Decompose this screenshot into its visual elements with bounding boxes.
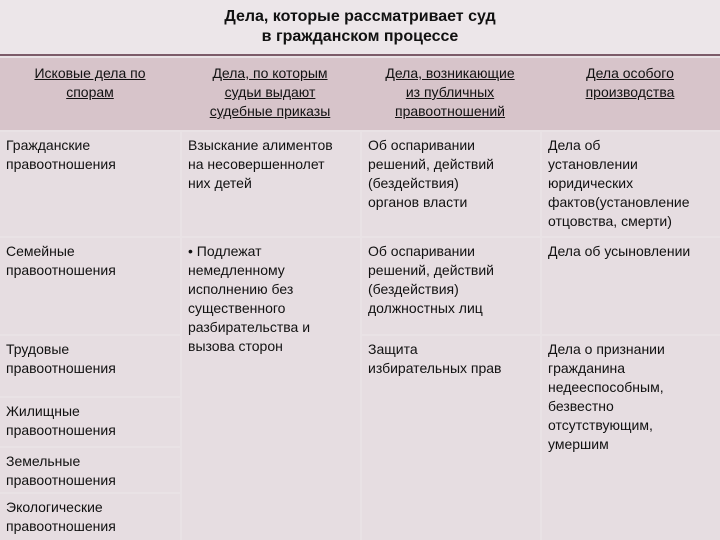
- cell-text: правоотношения: [6, 156, 116, 172]
- cell-text: Дела об: [548, 137, 601, 153]
- cell-text: отцовства, смерти): [548, 213, 672, 229]
- cell-text: Об оспаривании: [368, 243, 475, 259]
- title-line-1: Дела, которые рассматривает суд: [224, 8, 496, 25]
- cell-text: недееспособным,: [548, 379, 664, 395]
- cell-text: юридических: [548, 175, 634, 191]
- cell-labor-relations: [0, 336, 180, 396]
- cell-land-relations: [0, 448, 180, 492]
- cell-legal-facts: [542, 132, 720, 236]
- cell-authorities-challenge: [362, 132, 540, 236]
- cell-officials-challenge: [362, 238, 540, 334]
- cell-text: отсутствующим,: [548, 417, 653, 433]
- cell-text: (бездействия): [368, 281, 459, 297]
- cell-text: Защита: [368, 341, 418, 357]
- header-text: Дела особого: [586, 65, 674, 81]
- header-text: спорам: [66, 84, 114, 100]
- cell-civil-relations: [0, 132, 180, 236]
- cell-adoption: [542, 238, 720, 334]
- cell-text: установлении: [548, 156, 638, 172]
- cell-text: Об оспаривании: [368, 137, 475, 153]
- header-public-law-cases: [360, 58, 540, 130]
- cell-text: Земельные: [6, 453, 81, 469]
- cell-text: гражданина: [548, 360, 626, 376]
- slide-title: [0, 0, 720, 56]
- header-text: производства: [585, 84, 675, 100]
- cell-text: органов власти: [368, 194, 468, 210]
- header-court-order-cases: [180, 58, 360, 130]
- cell-text: правоотношения: [6, 518, 116, 534]
- cell-text: решений, действий: [368, 262, 495, 278]
- cell-text: Гражданские: [6, 137, 91, 153]
- cell-text: Дела об усыновлении: [548, 243, 691, 259]
- cell-text: Экологические: [6, 499, 103, 515]
- header-text: правоотношений: [394, 103, 506, 119]
- cell-text: вызова сторон: [188, 338, 283, 354]
- cell-alimony: [182, 132, 360, 236]
- cell-text: немедленному: [188, 262, 285, 278]
- cell-text: должностных лиц: [368, 300, 483, 316]
- cell-incapacity: [542, 336, 720, 540]
- cell-text: существенного: [188, 300, 286, 316]
- cell-text: избирательных прав: [368, 360, 502, 376]
- cell-text: Трудовые: [6, 341, 70, 357]
- cell-text: Семейные: [6, 243, 75, 259]
- header-text: судьи выдают: [224, 84, 316, 100]
- title-line-2: в гражданском процессе: [261, 28, 459, 45]
- cell-text: правоотношения: [6, 360, 116, 376]
- header-text: из публичных: [405, 84, 495, 100]
- cell-text: • Подлежат: [188, 243, 262, 259]
- header-special-proceedings: [540, 58, 720, 130]
- header-text: Дела, по которым: [212, 65, 328, 81]
- cell-text: безвестно: [548, 398, 614, 414]
- header-text: судебные приказы: [209, 103, 331, 119]
- cell-text: Жилищные: [6, 403, 80, 419]
- cell-ecological-relations: [0, 494, 180, 540]
- cell-family-relations: [0, 238, 180, 334]
- cell-electoral-rights: [362, 336, 540, 540]
- cell-text: правоотношения: [6, 422, 116, 438]
- header-text: Дела, возникающие: [385, 65, 515, 81]
- cell-text: фактов(установление: [548, 194, 690, 210]
- header-claim-cases: [0, 58, 180, 130]
- cell-text: исполнению без: [188, 281, 294, 297]
- cell-text: на несовершеннолет: [188, 156, 325, 172]
- header-text: Исковые дела по: [34, 65, 146, 81]
- cell-text: правоотношения: [6, 472, 116, 488]
- cell-text: них детей: [188, 175, 252, 191]
- cell-text: Взыскание алиментов: [188, 137, 333, 153]
- cell-immediate-execution: [182, 238, 360, 540]
- cell-text: (бездействия): [368, 175, 459, 191]
- cell-text: Дела о признании: [548, 341, 665, 357]
- cell-text: умершим: [548, 436, 609, 452]
- cell-text: разбирательства и: [188, 319, 311, 335]
- cell-text: правоотношения: [6, 262, 116, 278]
- cell-text: решений, действий: [368, 156, 495, 172]
- cell-housing-relations: [0, 398, 180, 446]
